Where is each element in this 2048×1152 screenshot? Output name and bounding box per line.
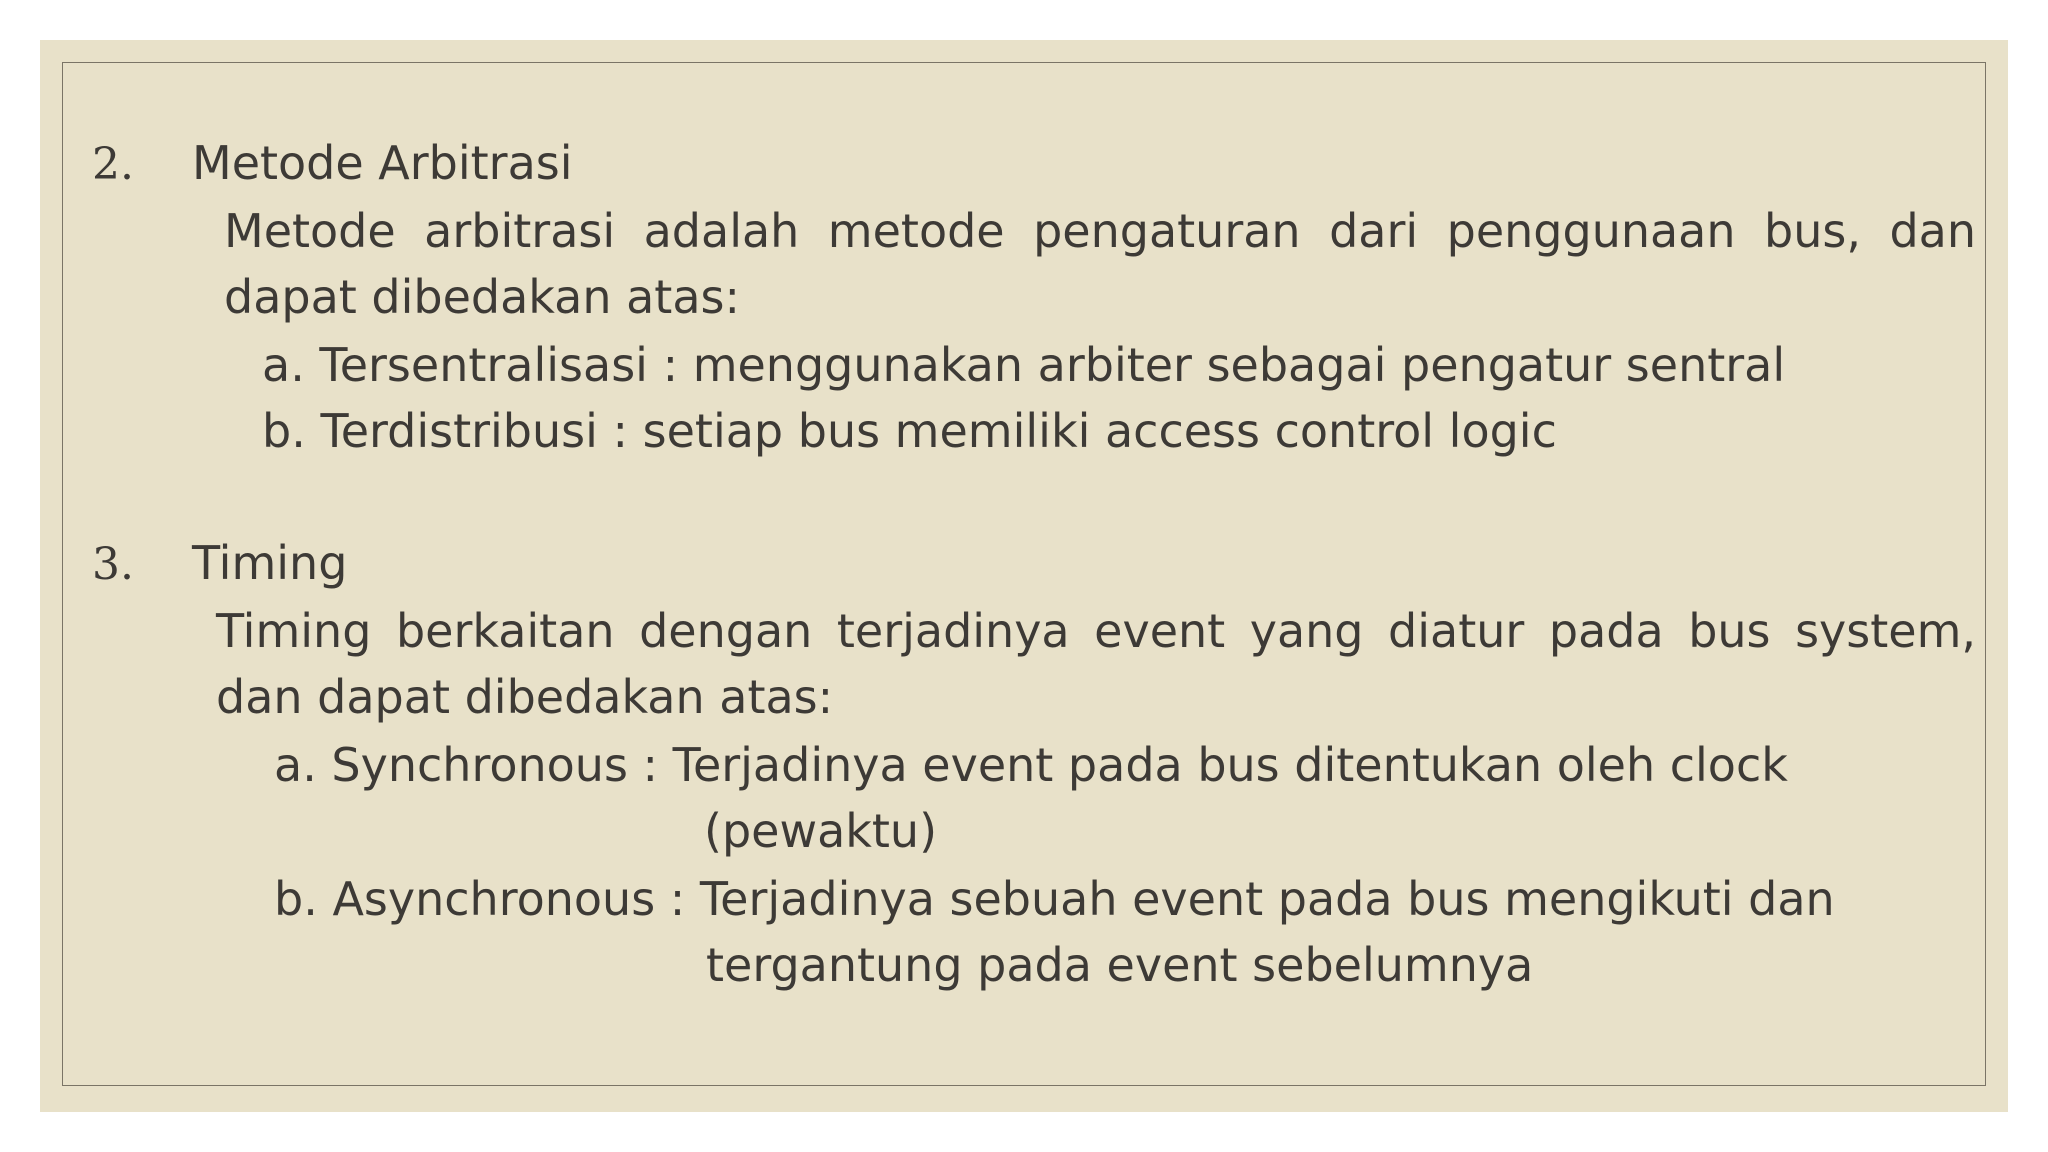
section-description: Metode arbitrasi adalah metode pengaturan dari penggunaan bus, dan dapat dibedakan atas: <box>224 204 1976 324</box>
list-item: a. Tersentralisasi : menggunakan arbiter sebagai pengatur sentral <box>262 338 1786 392</box>
section-title: Metode Arbitrasi <box>192 136 573 190</box>
list-item-continuation: (pewaktu) <box>704 804 938 858</box>
slide-content <box>40 40 2008 1112</box>
slide <box>40 40 2008 1112</box>
section-title: Timing <box>192 536 348 590</box>
list-item-continuation: tergantung pada event sebelumnya <box>706 938 1534 992</box>
section-description: Timing berkaitan dengan terjadinya event yang diatur pada bus system, dan dapat dibedakan atas: <box>216 604 1976 724</box>
section-number: 3. <box>92 539 134 590</box>
section-number: 2. <box>92 139 134 190</box>
list-item: b. Terdistribusi : setiap bus memiliki access control logic <box>262 404 1557 458</box>
list-item: b. Asynchronous : Terjadinya sebuah event pada bus mengikuti dan <box>274 872 1835 926</box>
list-item: a. Synchronous : Terjadinya event pada bus ditentukan oleh clock <box>274 738 1788 792</box>
